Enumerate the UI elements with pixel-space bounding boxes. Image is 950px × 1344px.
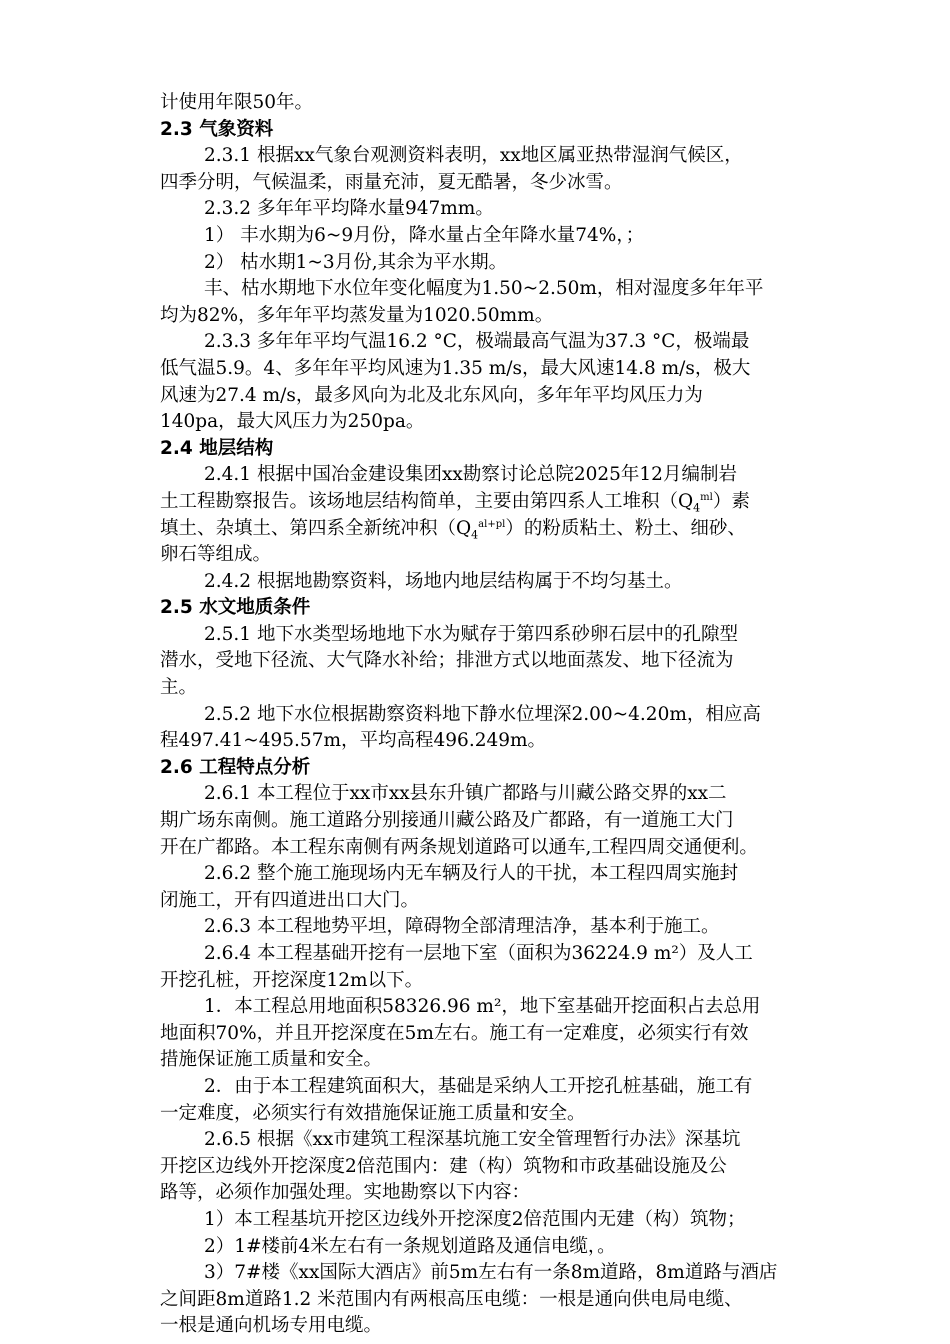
text-line: 潜水，受地下径流、大气降水补给；排泄方式以地面蒸发、地下径流为 [160, 650, 734, 672]
formula-subscript: 4 [471, 528, 479, 542]
text-line: 程497.41~495.57m，平均高程496.249m。 [160, 730, 547, 752]
section-heading: 2.5 水文地质条件 [160, 597, 311, 619]
text-line: 卵石等组成。 [160, 544, 272, 566]
list-item: 1）本工程基坑开挖区边线外开挖深度2倍范围内无建（构）筑物； [204, 1208, 746, 1230]
text-line: 2.3.1 根据xx气象台观测资料表明，xx地区属亚热带湿润气候区， [204, 145, 743, 167]
text-line: 低气温5.9。4、多年年平均风速为1.35 m/s，最大风速14.8 m/s，极大 [160, 357, 751, 379]
text-line: 闭施工，开有四道进出口大门。 [160, 889, 420, 911]
text-line: 2.4.2 根据地勘察资料，场地内地层结构属于不均匀基土。 [204, 570, 683, 592]
text-line: 2.5.2 地下水位根据勘察资料地下静水位埋深2.00~4.20m，相应高 [204, 703, 761, 725]
text-line: 2.4.1 根据中国冶金建设集团xx勘察讨论总院2025年12月编制岩 [204, 464, 737, 486]
text-line: 措施保证施工质量和安全。 [160, 1049, 383, 1071]
text-line: 主。 [160, 677, 198, 699]
formula-superscript: al+pl [478, 518, 506, 530]
list-item: 2．由于本工程建筑面积大，基础是采纳人工开挖孔桩基础，施工有 [204, 1075, 753, 1097]
section-heading: 2.4 地层结构 [160, 437, 274, 459]
text-segment: ）的粉质粘土、粉土、细砂、 [505, 517, 746, 539]
text-line: 2.6.4 本工程基础开挖有一层地下室（面积为36224.9 m²）及人工 [204, 943, 753, 964]
formula-superscript: ml [700, 491, 713, 503]
section-heading: 2.3 气象资料 [160, 118, 274, 140]
list-item: 3）7#楼《xx国际大酒店》前5m左右有一条8m道路，8m道路与酒店 [204, 1262, 778, 1284]
text-line: 之间距8m道路1.2 米范围内有两根高压电缆：一根是通向供电局电缆、 [160, 1288, 743, 1310]
text-line-with-formula [160, 516, 872, 543]
text-line: 2.6.3 本工程地势平坦，障碍物全部清理洁净，基本利于施工。 [204, 916, 720, 938]
formula-subscript: 4 [693, 501, 701, 515]
text-segment: 填土、杂填土、第四系全新统冲积（Q [160, 517, 472, 539]
text-line: 地面积70%，并且开挖深度在5m左右。施工有一定难度，必须实行有效 [160, 1022, 749, 1044]
text-line: 2.6.2 整个施工施现场内无车辆及行人的干扰，本工程四周实施封 [204, 863, 738, 885]
text-line: 均为82%，多年年平均蒸发量为1020.50mm。 [160, 304, 554, 326]
list-item: 1．本工程总用地面积58326.96 m²，地下室基础开挖面积占去总用 [204, 996, 761, 1018]
text-line: 140pa，最大风压力为250pa。 [160, 411, 425, 433]
text-line: 开在广都路。本工程东南侧有两条规划道路可以通车,工程四周交通便利。 [160, 836, 758, 858]
list-item: 1） 丰水期为6~9月份，降水量占全年降水量74%，； [204, 224, 645, 246]
text-line: 四季分明，气候温柔，雨量充沛，夏无酷暑，冬少冰雪。 [160, 171, 623, 193]
text-line: 一定难度，必须实行有效措施保证施工质量和安全。 [160, 1102, 586, 1124]
list-item: 2）1#楼前4米左右有一条规划道路及通信电缆，。 [204, 1235, 616, 1257]
section-heading: 2.6 工程特点分析 [160, 756, 311, 778]
text-line: 风速为27.4 m/s，最多风向为北及北东风向，多年年平均风压力为 [160, 384, 703, 406]
text-line-with-formula [160, 489, 872, 516]
text-line: 开挖区边线外开挖深度2倍范围内：建（构）筑物和市政基础设施及公 [160, 1155, 727, 1177]
text-line: 计使用年限50年。 [160, 92, 314, 113]
text-line: 2.3.3 多年年平均气温16.2 °C，极端最高气温为37.3 °C，极端最 [204, 331, 750, 353]
text-line: 丰、枯水期地下水位年变化幅度为1.50~2.50m，相对湿度多年年平 [204, 278, 764, 300]
text-line: 2.5.1 地下水类型场地地下水为赋存于第四系砂卵石层中的孔隙型 [204, 623, 738, 645]
text-segment: 土工程勘察报告。该场地层结构简单，主要由第四系人工堆积（Q [160, 490, 694, 512]
text-line: 2.3.2 多年年平均降水量947mm。 [204, 198, 494, 220]
text-line: 2.6.5 根据《xx市建筑工程深基坑施工安全管理暂行办法》深基坑 [204, 1129, 741, 1151]
document-body [160, 90, 872, 1340]
text-line: 开挖孔桩，开挖深度12m以下。 [160, 969, 424, 991]
text-line: 路等，必须作加强处理。实地勘察以下内容： [160, 1182, 531, 1204]
text-line: 期广场东南侧。施工道路分别接通川藏公路及广都路，有一道施工大门 [160, 810, 734, 832]
text-line: 2.6.1 本工程位于xx市xx县东升镇广都路与川藏公路交界的xx二 [204, 783, 727, 805]
text-segment: ）素 [712, 490, 750, 512]
list-item: 2） 枯水期1~3月份,其余为平水期。 [204, 251, 508, 273]
text-line: 一根是通向机场专用电缆。 [160, 1315, 383, 1337]
